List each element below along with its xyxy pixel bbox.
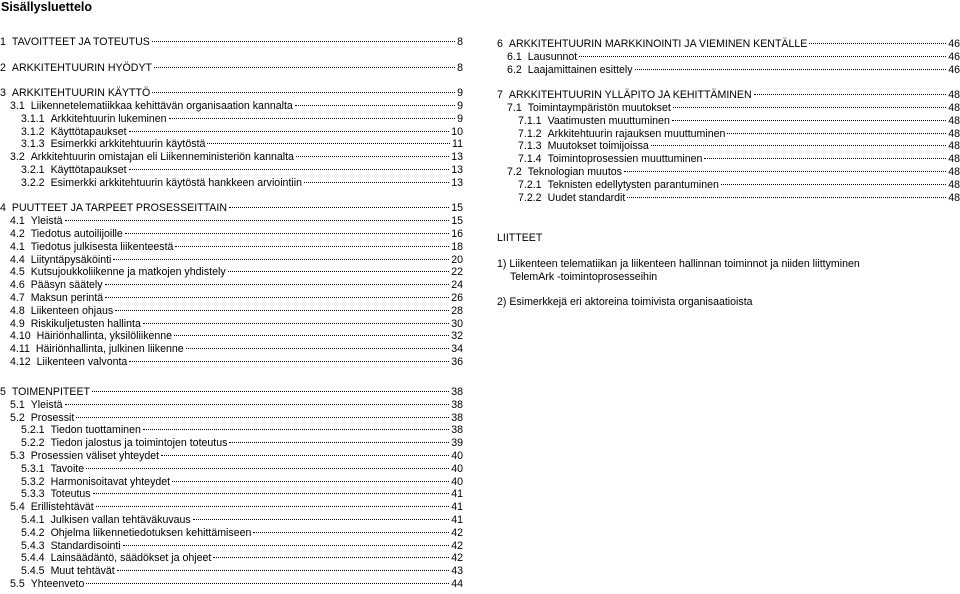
toc-entry[interactable]	[0, 488, 463, 501]
toc-entry-page: 38	[451, 411, 463, 424]
toc-entry-label: Toimintoprosessien muuttuminen	[547, 153, 703, 166]
page-title: Sisällysluettelo	[1, 0, 93, 14]
toc-entry-label: Tiedotus julkisesta liikenteestä	[30, 240, 174, 253]
toc-entry-page: 48	[948, 191, 960, 204]
toc-entry-page: 48	[948, 165, 960, 178]
toc-dot-leader	[86, 583, 449, 584]
toc-dot-leader	[295, 105, 455, 106]
toc-dot-leader	[296, 156, 449, 157]
toc-entry-number: 4.5	[10, 266, 25, 279]
toc-entry-page: 42	[451, 526, 463, 539]
toc-entry-number: 4.10	[10, 330, 31, 343]
appendix-item	[497, 258, 957, 284]
toc-dot-leader	[627, 197, 946, 198]
toc-dot-leader	[727, 133, 946, 134]
toc-entry-number: 5.2	[10, 411, 25, 424]
toc-entry-page: 8	[457, 61, 463, 74]
toc-spacer	[497, 76, 960, 89]
toc-dot-leader	[754, 94, 947, 95]
toc-entry[interactable]	[497, 179, 960, 192]
toc-entry-number: 4.2	[10, 227, 25, 240]
toc-entry[interactable]	[0, 501, 463, 514]
toc-entry-page: 46	[948, 50, 960, 63]
toc-dot-leader	[174, 335, 449, 336]
toc-entry[interactable]	[0, 565, 463, 578]
toc-entry[interactable]	[0, 540, 463, 553]
toc-entry-page: 40	[451, 475, 463, 488]
toc-dot-leader	[672, 120, 946, 121]
toc-entry[interactable]	[497, 140, 960, 153]
toc-entry-label: Maksun perintä	[30, 291, 104, 304]
toc-dot-leader	[169, 118, 456, 119]
toc-entry[interactable]	[0, 138, 463, 151]
toc-dot-leader	[175, 246, 449, 247]
toc-entry-number: 4.1	[10, 215, 25, 228]
toc-dot-leader	[579, 56, 946, 57]
toc-entry-label: Standardisointi	[50, 539, 121, 552]
toc-entry-page: 9	[457, 99, 463, 112]
toc-entry-page: 36	[451, 355, 463, 368]
toc-dot-leader	[253, 532, 449, 533]
toc-entry[interactable]	[0, 202, 463, 215]
toc-entry[interactable]	[0, 437, 463, 450]
toc-spacer	[0, 190, 463, 203]
toc-entry[interactable]	[0, 527, 463, 540]
toc-entry-label: Arkkitehtuurin lukeminen	[50, 112, 167, 125]
toc-entry-page: 40	[451, 462, 463, 475]
toc-entry-label: Kutsujoukkoliikenne ja matkojen yhdistely	[30, 266, 226, 279]
toc-dot-leader	[721, 184, 946, 185]
toc-entry[interactable]	[0, 254, 463, 267]
toc-entry-number: 4.6	[10, 279, 25, 292]
toc-entry-page: 18	[451, 240, 463, 253]
toc-entry-label: Liikenteen ohjaus	[30, 304, 114, 317]
toc-entry-number: 7.1	[507, 101, 522, 114]
toc-entry-label: Muutokset toimijoissa	[547, 140, 649, 153]
toc-dot-leader	[161, 455, 449, 456]
toc-entry-label: Muut tehtävät	[50, 565, 115, 578]
toc-spacer	[0, 74, 463, 87]
toc-entry-page: 48	[948, 127, 960, 140]
toc-spacer	[0, 49, 463, 62]
toc-entry-number: 5.4.4	[21, 552, 45, 565]
toc-entry-page: 48	[948, 140, 960, 153]
toc-dot-leader	[143, 429, 449, 430]
appendix-item-line: 1) Liikenteen telematiikan ja liikenteen hallinnan toiminnot ja niiden liittyminen	[497, 257, 860, 270]
appendix-item	[497, 296, 957, 309]
toc-dot-leader	[635, 69, 947, 70]
toc-entry-number: 5.3.1	[21, 462, 45, 475]
toc-entry[interactable]	[0, 228, 463, 241]
toc-entry-number: 5.1	[10, 398, 25, 411]
toc-dot-leader	[152, 92, 455, 93]
toc-entry-number: 7.1.3	[518, 140, 542, 153]
toc-entry-number: 5.4.3	[21, 539, 45, 552]
toc-entry-number: 4.4	[10, 253, 25, 266]
toc-entry-page: 43	[451, 565, 463, 578]
toc-entry-number: 3	[0, 87, 6, 100]
toc-entry-label: Liityntäpysäköinti	[30, 253, 112, 266]
toc-entry-number: 4.11	[10, 343, 30, 356]
toc-entry-page: 13	[451, 176, 463, 189]
toc-entry-label: Ohjelma liikennetiedotuksen kehittämiseen	[50, 526, 252, 539]
toc-entry-number: 5.4.1	[21, 513, 45, 526]
toc-entry-label: Esimerkki arkkitehtuurin käytöstä	[50, 138, 206, 151]
toc-entry-page: 16	[451, 227, 463, 240]
toc-entry-label: Lausunnot	[527, 50, 578, 63]
toc-entry-label: Liikennetelematiikkaa kehittävän organisaation kannalta	[30, 99, 293, 112]
toc-entry-label: Häiriönhallinta, julkinen liikenne	[35, 343, 184, 356]
toc-entry-number: 5.4.2	[21, 526, 45, 539]
toc-entry[interactable]	[497, 64, 960, 77]
toc-entry-label: Esimerkki arkkitehtuurin käytöstä hankkeen arviointiin	[50, 176, 302, 189]
toc-dot-leader	[123, 545, 450, 546]
toc-entry-label: Prosessit	[30, 411, 75, 424]
toc-entry-page: 9	[457, 87, 463, 100]
toc-dot-leader	[624, 171, 946, 172]
toc-dot-leader	[228, 271, 450, 272]
toc-entry-number: 7.1.4	[518, 153, 542, 166]
toc-entry-number: 5.3.3	[21, 488, 45, 501]
toc-entry-label: Toteutus	[50, 488, 91, 501]
toc-entry-page: 13	[451, 163, 463, 176]
toc-entry[interactable]	[0, 514, 463, 527]
toc-entry-page: 41	[451, 501, 463, 514]
toc-entry-number: 3.2.2	[21, 176, 45, 189]
toc-entry[interactable]	[0, 412, 463, 425]
toc-entry-page: 9	[457, 112, 463, 125]
toc-dot-leader	[152, 41, 455, 42]
toc-entry-label: Tiedon tuottaminen	[50, 424, 141, 437]
toc-entry-page: 15	[451, 202, 463, 215]
toc-entry-page: 38	[451, 424, 463, 437]
toc-dot-leader	[113, 259, 449, 260]
toc-entry[interactable]	[0, 87, 463, 100]
toc-entry-page: 40	[451, 449, 463, 462]
toc-entry-page: 41	[451, 488, 463, 501]
toc-entry-number: 3.2.1	[21, 163, 45, 176]
toc-entry[interactable]	[0, 424, 463, 437]
toc-dot-leader	[186, 348, 450, 349]
toc-entry[interactable]	[0, 386, 463, 399]
toc-entry-number: 7.2	[507, 165, 522, 178]
toc-entry[interactable]	[0, 578, 463, 591]
toc-entry-number: 4.7	[10, 291, 25, 304]
toc-entry-number: 4	[0, 202, 6, 215]
toc-entry[interactable]	[0, 343, 463, 356]
toc-entry-number: 7	[497, 89, 503, 102]
toc-entry-label: TAVOITTEET JA TOTEUTUS	[11, 36, 150, 48]
toc-entry-label: Tiedon jalostus ja toimintojen toteutus	[50, 437, 228, 450]
toc-entry-label: Pääsyn säätely	[30, 279, 103, 292]
toc-dot-leader	[96, 506, 449, 507]
toc-entry[interactable]	[0, 450, 463, 463]
toc-entry-number: 6.2	[507, 63, 522, 76]
toc-entry[interactable]	[497, 51, 960, 64]
toc-entry[interactable]	[0, 305, 463, 318]
toc-entry-label: Prosessien väliset yhteydet	[30, 449, 160, 462]
toc-entry-number: 3.1	[10, 99, 25, 112]
toc-entry-label: Teknologian muutos	[527, 165, 622, 178]
toc-entry-number: 5.3	[10, 449, 25, 462]
toc-dot-leader	[809, 43, 946, 44]
toc-entry-page: 46	[948, 38, 960, 50]
toc-entry-page: 48	[948, 101, 960, 114]
toc-entry-page: 48	[948, 178, 960, 191]
toc-entry[interactable]	[0, 463, 463, 476]
toc-entry[interactable]	[497, 153, 960, 166]
toc-entry[interactable]	[497, 115, 960, 128]
toc-entry-label: ARKKITEHTUURIN YLLÄPITO JA KEHITTÄMINEN	[508, 89, 752, 102]
toc-dot-leader	[673, 107, 946, 108]
toc-column-left-top	[0, 36, 463, 369]
toc-dot-leader	[154, 67, 455, 68]
toc-entry-page: 39	[451, 437, 463, 450]
toc-dot-leader	[304, 182, 449, 183]
toc-dot-leader	[129, 169, 450, 170]
toc-entry-number: 7.2.2	[518, 191, 542, 204]
toc-dot-leader	[117, 570, 449, 571]
toc-entry-label: TOIMENPITEET	[11, 386, 90, 398]
toc-entry[interactable]	[0, 266, 463, 279]
toc-dot-leader	[65, 404, 450, 405]
appendix-section	[497, 232, 957, 309]
toc-entry-number: 1	[0, 36, 6, 48]
toc-entry[interactable]	[0, 100, 463, 113]
toc-entry-number: 4.1	[10, 240, 25, 253]
toc-entry[interactable]	[497, 192, 960, 205]
toc-entry-page: 20	[451, 253, 463, 266]
toc-entry-page: 13	[451, 151, 463, 164]
toc-entry-number: 5.2.2	[21, 437, 45, 450]
toc-entry-page: 11	[452, 138, 463, 151]
toc-entry-label: Uudet standardit	[547, 191, 626, 204]
toc-entry-page: 48	[948, 114, 960, 127]
toc-entry[interactable]	[0, 241, 463, 254]
toc-entry-page: 46	[948, 63, 960, 76]
toc-entry-number: 3.1.1	[21, 112, 45, 125]
toc-entry-page: 22	[451, 266, 463, 279]
toc-entry-page: 38	[451, 386, 463, 398]
toc-entry[interactable]	[0, 36, 463, 49]
toc-entry-page: 48	[948, 153, 960, 166]
toc-dot-leader	[143, 323, 449, 324]
toc-entry[interactable]	[0, 177, 463, 190]
toc-entry[interactable]	[497, 89, 960, 102]
toc-entry-number: 5.5	[10, 577, 25, 590]
toc-entry[interactable]	[0, 552, 463, 565]
toc-entry-label: Yhteenveto	[30, 577, 85, 590]
toc-entry[interactable]	[0, 279, 463, 292]
appendix-heading: LIITTEET	[497, 232, 543, 244]
toc-entry-page: 34	[451, 343, 463, 356]
toc-entry-label: Julkisen vallan tehtäväkuvaus	[50, 513, 191, 526]
toc-entry-label: Riskikuljetusten hallinta	[30, 317, 141, 330]
toc-entry[interactable]	[497, 166, 960, 179]
toc-dot-leader	[129, 361, 449, 362]
appendix-item-line: 2) Esimerkkejä eri aktoreina toimivista organisaatioista	[497, 296, 753, 309]
toc-entry-page: 42	[451, 539, 463, 552]
toc-dot-leader	[129, 131, 450, 132]
toc-entry-number: 5.4.5	[21, 565, 45, 578]
toc-entry-number: 3.1.3	[21, 138, 45, 151]
toc-entry-page: 26	[451, 291, 463, 304]
toc-entry-label: Arkkitehtuurin omistajan eli Liikenneministeriön kannalta	[30, 151, 294, 164]
toc-entry-page: 48	[948, 89, 960, 102]
toc-entry[interactable]	[0, 356, 463, 369]
toc-entry-number: 5.4	[10, 501, 25, 514]
toc-entry-page: 32	[451, 330, 463, 343]
toc-entry[interactable]	[0, 62, 463, 75]
toc-entry-page: 28	[451, 304, 463, 317]
toc-entry-number: 6	[497, 38, 503, 50]
toc-entry-page: 42	[451, 552, 463, 565]
appendix-item-line: TelemArk -toimintoprosesseihin	[510, 270, 658, 283]
toc-entry-label: Vaatimusten muuttuminen	[547, 114, 670, 127]
toc-dot-leader	[213, 557, 449, 558]
toc-entry-page: 41	[451, 513, 463, 526]
toc-entry-page: 30	[451, 317, 463, 330]
toc-dot-leader	[704, 158, 946, 159]
toc-entry-page: 8	[457, 36, 463, 48]
toc-entry-page: 38	[451, 398, 463, 411]
toc-entry[interactable]	[0, 476, 463, 489]
toc-entry[interactable]	[0, 113, 463, 126]
toc-entry-label: PUUTTEET JA TARPEET PROSESSEITTAIN	[11, 202, 227, 215]
toc-entry-label: ARKKITEHTUURIN HYÖDYT	[11, 61, 152, 74]
toc-entry-number: 3.1.2	[21, 125, 45, 138]
toc-entry-label: Harmonisoitavat yhteydet	[50, 475, 171, 488]
toc-dot-leader	[651, 145, 946, 146]
toc-entry[interactable]	[0, 318, 463, 331]
toc-entry[interactable]	[0, 399, 463, 412]
toc-entry-number: 2	[0, 61, 6, 74]
toc-entry[interactable]	[0, 151, 463, 164]
toc-entry-number: 6.1	[507, 50, 522, 63]
toc-entry-number: 5	[0, 386, 6, 398]
toc-dot-leader	[193, 519, 449, 520]
toc-entry[interactable]	[0, 164, 463, 177]
toc-entry-number: 7.1.1	[518, 114, 542, 127]
toc-entry-label: Liikenteen valvonta	[36, 355, 128, 368]
toc-dot-leader	[92, 391, 449, 392]
toc-entry[interactable]	[0, 292, 463, 305]
toc-entry-number: 4.8	[10, 304, 25, 317]
toc-entry-number: 4.9	[10, 317, 25, 330]
toc-entry-label: Arkkitehtuurin rajauksen muuttuminen	[547, 127, 726, 140]
toc-dot-leader	[115, 310, 449, 311]
toc-dot-leader	[65, 220, 450, 221]
toc-entry[interactable]	[497, 102, 960, 115]
toc-entry-number: 5.2.1	[21, 424, 45, 437]
toc-dot-leader	[105, 297, 449, 298]
toc-dot-leader	[125, 233, 449, 234]
toc-entry-number: 4.12	[10, 355, 31, 368]
toc-entry-label: Erillistehtävät	[30, 501, 94, 514]
toc-entry-label: Toimintaympäristön muutokset	[527, 101, 671, 114]
toc-entry[interactable]	[0, 215, 463, 228]
toc-dot-leader	[86, 468, 449, 469]
toc-dot-leader	[207, 143, 450, 144]
toc-entry-page: 10	[451, 125, 463, 138]
toc-entry-label: Käyttötapaukset	[50, 163, 127, 176]
toc-dot-leader	[105, 284, 450, 285]
toc-column-right	[497, 38, 960, 204]
toc-entry-number: 7.2.1	[518, 178, 542, 191]
toc-entry-number: 3.2	[10, 151, 25, 164]
toc-entry-label: ARKKITEHTUURIN KÄYTTÖ	[11, 87, 151, 100]
toc-entry-label: Yleistä	[30, 398, 63, 411]
toc-entry[interactable]	[0, 330, 463, 343]
toc-entry-label: Tiedotus autoilijoille	[30, 227, 123, 240]
toc-entry-label: Teknisten edellytysten parantuminen	[547, 178, 719, 191]
toc-entry-label: Käyttötapaukset	[50, 125, 127, 138]
toc-entry-label: Lainsäädäntö, säädökset ja ohjeet	[50, 552, 212, 565]
toc-entry-label: Laajamittainen esittely	[527, 63, 633, 76]
toc-dot-leader	[229, 442, 449, 443]
toc-dot-leader	[93, 493, 450, 494]
toc-entry-number: 7.1.2	[518, 127, 542, 140]
toc-dot-leader	[76, 417, 449, 418]
toc-column-left-bottom	[0, 386, 463, 591]
toc-entry-number: 5.3.2	[21, 475, 45, 488]
toc-entry-page: 24	[451, 279, 463, 292]
toc-entry-label: Häiriönhallinta, yksilöliikenne	[36, 330, 173, 343]
toc-entry[interactable]	[0, 126, 463, 139]
toc-dot-leader	[172, 481, 449, 482]
toc-entry-label: ARKKITEHTUURIN MARKKINOINTI JA VIEMINEN KENTÄLLE	[508, 38, 808, 50]
toc-entry[interactable]	[497, 38, 960, 51]
toc-entry-page: 44	[451, 577, 463, 590]
toc-entry-label: Tavoite	[50, 462, 85, 475]
toc-entry-label: Yleistä	[30, 215, 63, 228]
toc-entry[interactable]	[497, 128, 960, 141]
toc-dot-leader	[229, 207, 449, 208]
toc-entry-page: 15	[451, 215, 463, 228]
